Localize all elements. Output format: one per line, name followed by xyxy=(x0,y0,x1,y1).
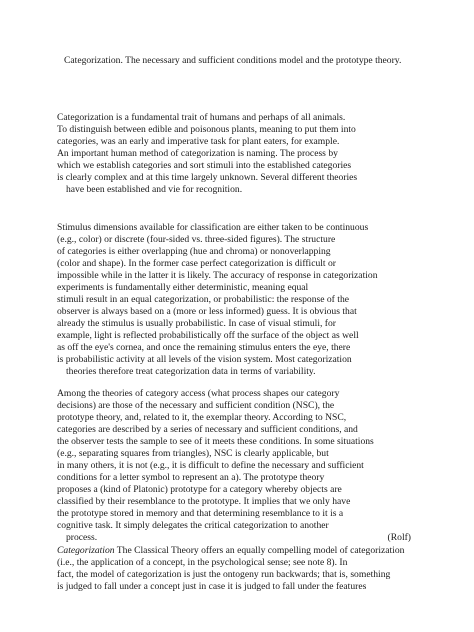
text-line: conditions for a letter symbol to represent an a). The prototype theory xyxy=(57,472,325,483)
text-line: Stimulus dimensions available for classification are either taken to be continuous xyxy=(57,222,369,233)
text-line: already the stimulus is usually probabilistic. In case of visual stimuli, for xyxy=(57,318,336,329)
paragraph-stimulus-dimensions xyxy=(57,222,467,378)
text-line-with-attribution xyxy=(57,532,467,544)
italic-term: Categorization xyxy=(57,545,115,556)
text-line: which we establish categories and sort stimuli into the established categories xyxy=(57,160,352,171)
text-line: (i.e., the application of a concept, in the psychological sense; see note 8). In xyxy=(57,557,348,568)
paragraph-category-access-theories xyxy=(57,388,467,544)
text-line: theories therefore treat categorization data in terms of variability. xyxy=(66,366,316,377)
text-line: classified by their resemblance to the prototype. It implies that we only have xyxy=(57,496,351,507)
text-line: Among the theories of category access (what process shapes our category xyxy=(57,388,340,399)
text-line: Categorization is a fundamental trait of humans and perhaps of all animals. xyxy=(57,112,346,123)
text-line-rest: The Classical Theory offers an equally compelling model of categorization xyxy=(114,545,405,556)
attribution-note: (Rolf) xyxy=(387,532,411,543)
text-line: example, light is reflected probabilistically off the surface of the object as well xyxy=(57,330,359,341)
text-line: in many others, it is not (e.g., it is difficult to define the necessary and sufficient xyxy=(57,460,364,471)
text-line: is judged to fall under a concept just in case it is judged to fall under the features xyxy=(57,581,367,592)
text-line: cognitive task. It simply delegates the critical categorization to another xyxy=(57,520,329,531)
text-line: categories, was an early and imperative task for plant eaters, for example. xyxy=(57,136,340,147)
text-line: An important human method of categorization is naming. The process by xyxy=(57,148,338,159)
text-line: (e.g., separating squares from triangles), NSC is clearly applicable, but xyxy=(57,448,329,459)
text-line: is clearly complex and at this time largely unknown. Several different theories xyxy=(57,172,358,183)
paragraph-classical-theory xyxy=(57,545,467,593)
text-line: impossible while in the latter it is likely. The accuracy of response in categorization xyxy=(57,270,378,281)
text-line: observer is always based on a (more or less informed) guess. It is obvious that xyxy=(57,306,357,317)
text-line: (e.g., color) or discrete (four-sided vs. three-sided figures). The structure xyxy=(57,234,336,245)
text-line: have been established and vie for recognition. xyxy=(66,184,243,195)
text-line: decisions) are those of the necessary and sufficient condition (NSC), the xyxy=(57,400,335,411)
text-line: To distinguish between edible and poisonous plants, meaning to put them into xyxy=(57,124,356,135)
text-line: the prototype stored in memory and that determining resemblance to it is a xyxy=(57,508,344,519)
text-line xyxy=(57,545,467,557)
text-line: experiments is fundamentally either deterministic, meaning equal xyxy=(57,282,309,293)
text-line: fact, the model of categorization is just the ontogeny run backwards; that is, something xyxy=(57,569,391,580)
text-line: prototype theory, and, related to it, the exemplar theory. According to NSC, xyxy=(57,412,347,423)
text-line: as off the eye's cornea, and once the remaining stimulus enters the eye, there xyxy=(57,342,351,353)
paragraph-categorization-intro xyxy=(57,112,467,196)
text-line-end: process. xyxy=(66,532,98,543)
text-line: proposes a (kind of Platonic) prototype for a category whereby objects are xyxy=(57,484,342,495)
text-line: of categories is either overlapping (hue and chroma) or nonoverlapping xyxy=(57,246,331,257)
text-line: the observer tests the sample to see of it meets these conditions. In some situations xyxy=(57,436,374,447)
text-line: categories are described by a series of necessary and sufficient conditions, and xyxy=(57,424,358,435)
text-line: stimuli result in an equal categorization, or probabilistic: the response of the xyxy=(57,294,349,305)
text-line: is probabilistic activity at all levels of the vision system. Most categorization xyxy=(57,354,352,365)
text-line: (color and shape). In the former case perfect categorization is difficult or xyxy=(57,258,336,269)
document-title: Categorization. The necessary and sufficient conditions model and the prototype theory. xyxy=(64,55,402,66)
